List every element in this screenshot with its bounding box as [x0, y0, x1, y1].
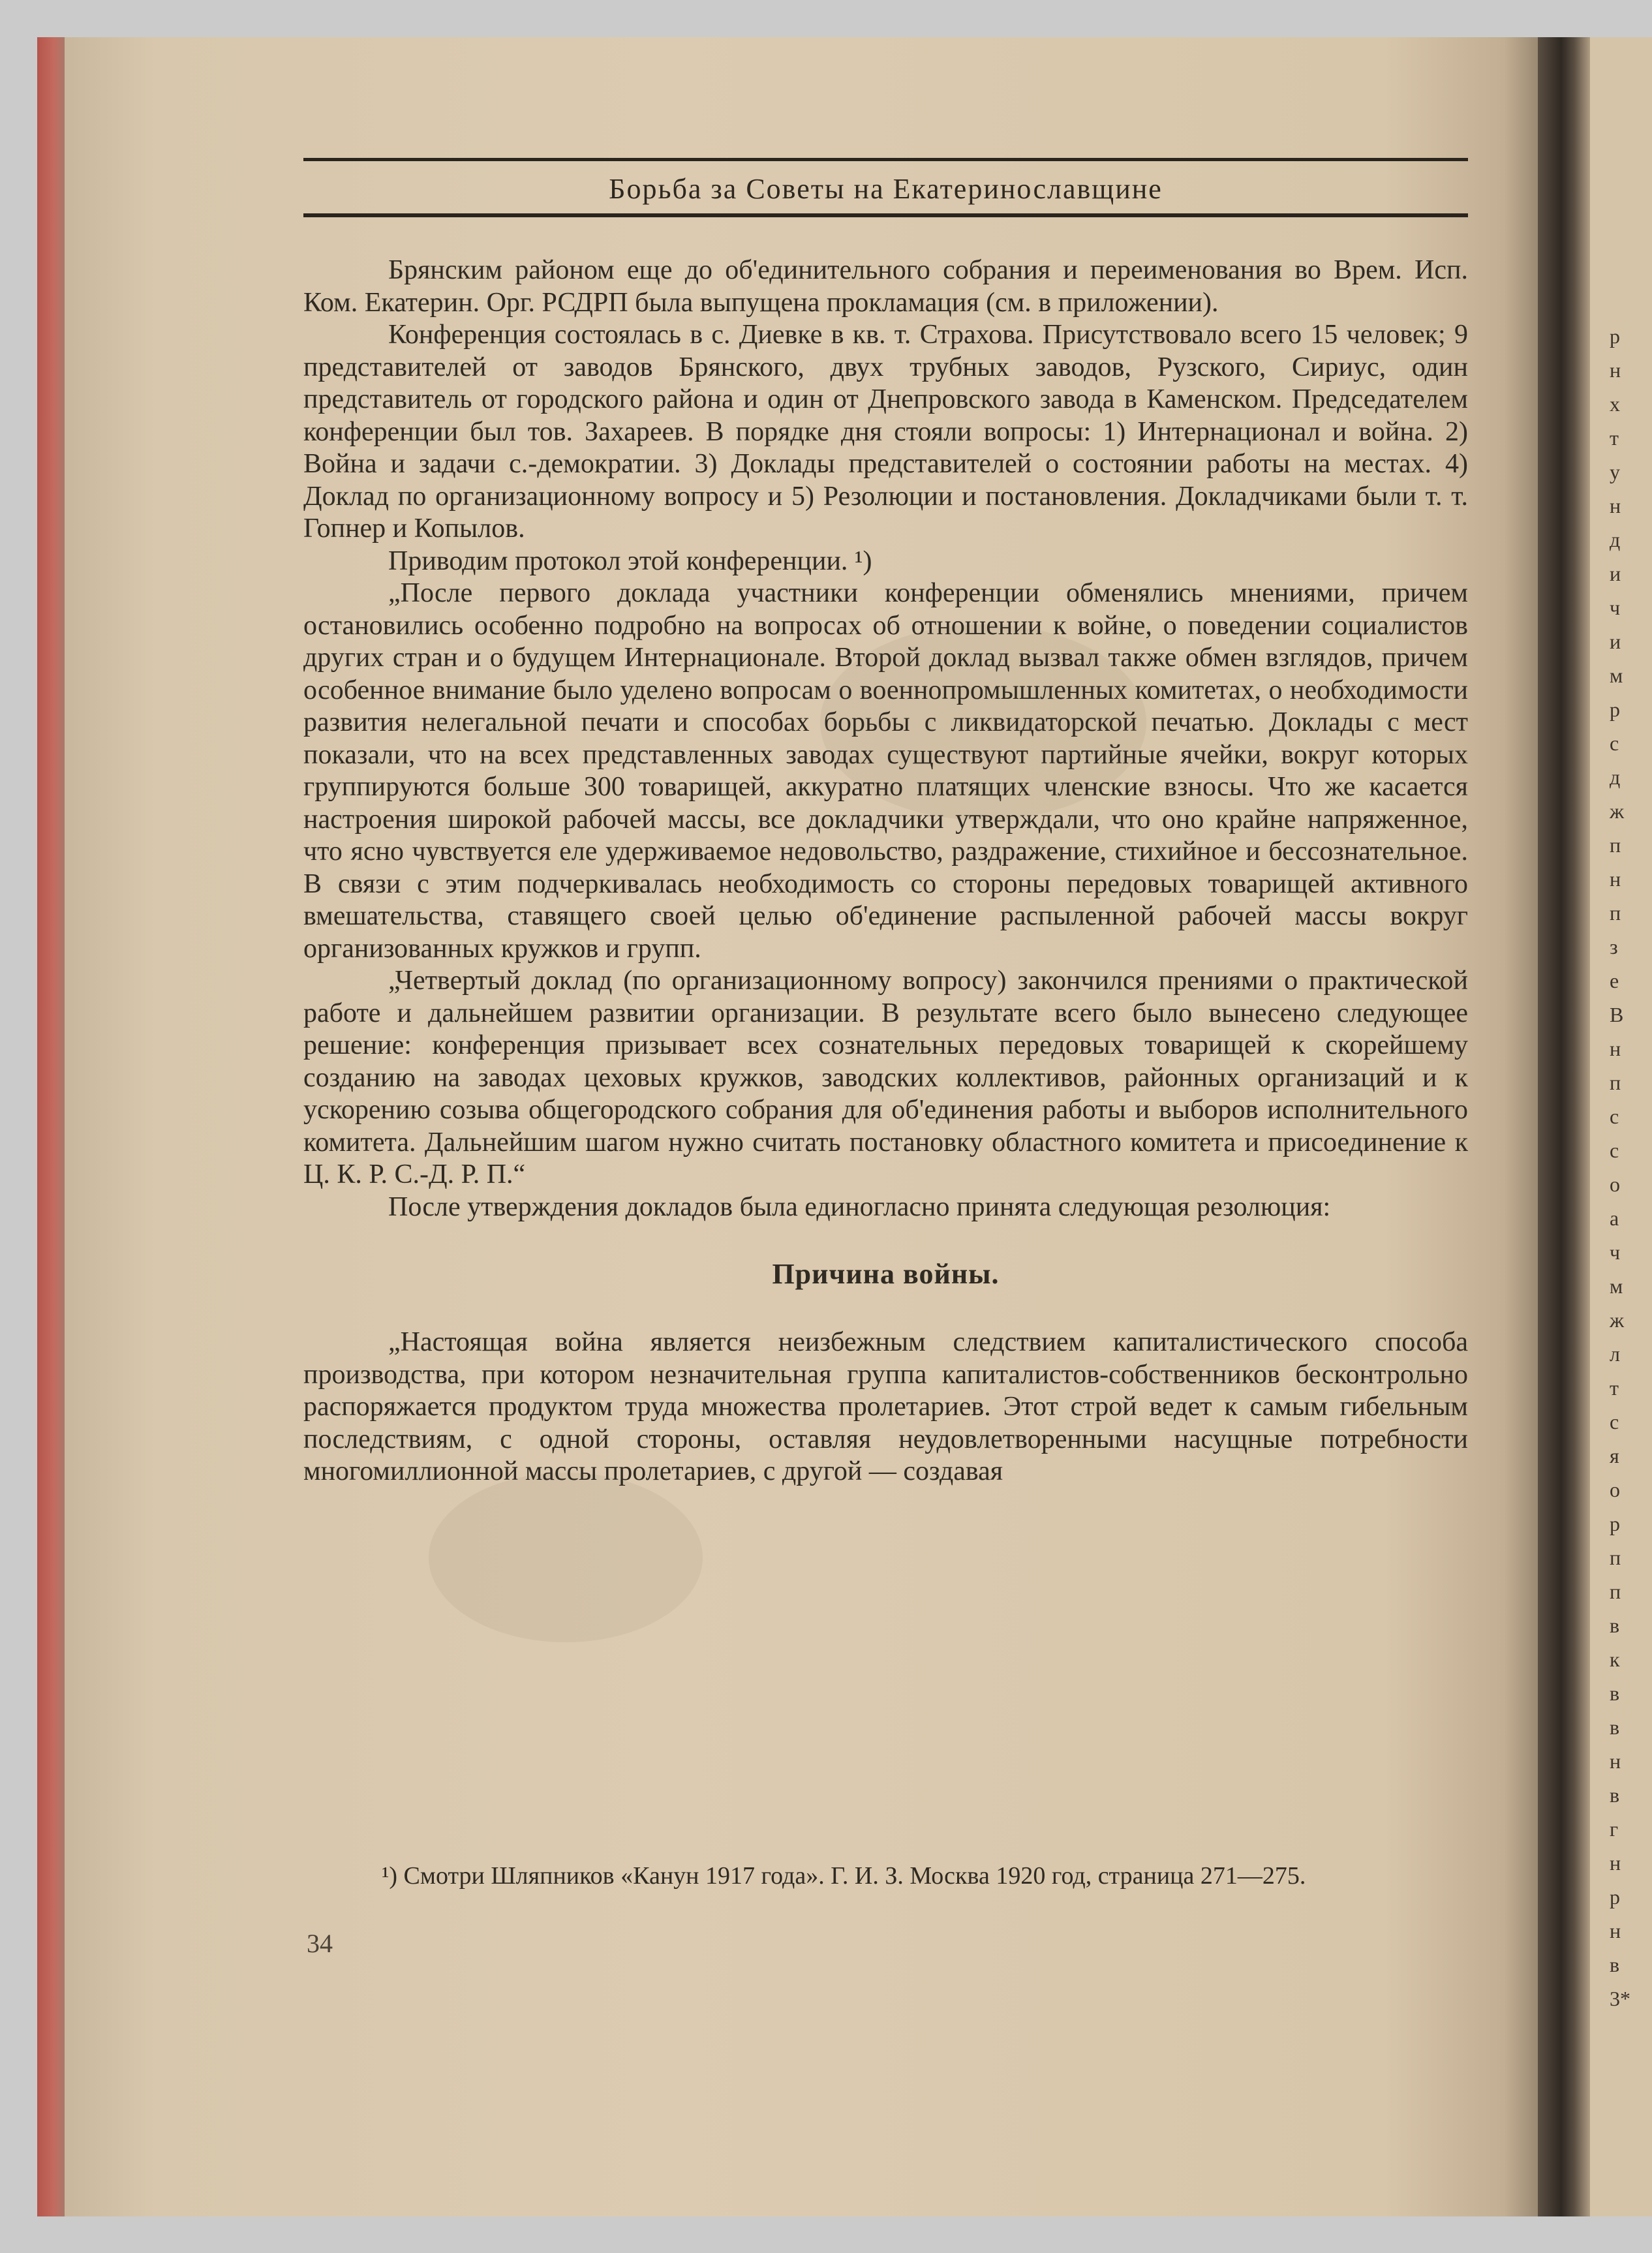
facing-page-fragment: в	[1610, 1614, 1620, 1637]
facing-page-fragment: и	[1610, 630, 1621, 653]
facing-page-fragment: в	[1610, 1783, 1620, 1807]
facing-page-fragment: н	[1610, 358, 1621, 382]
paragraph: „После первого доклада участники конференции обменялись мнениями, причем остановились особенно подробно на вопросах об отношении к войне, о поведении социалистов других стран и о будущем Интернационале. Второй доклад вызвал также обмен взглядов, причем особенное внимание было уделено вопросам о военнопромышленных комитетах, о необходимости развития нелегальной печати и способах борьбы с ликвидаторской печатью. Доклады с мест показали, что на всех представленных заводах существуют партийные ячейки, вокруг которых группируются больше 300 товарищей, аккуратно платящих членские взносы. Что же касается настроения широкой рабочей массы, все докладчики утверждали, что оно крайне напряженное, что ясно чувствуется еле удерживаемое недовольство, раздражение, стихийное и бессознательное. В связи с этим подчеркивалась необходимость со стороны передовых товарищей активного вмешательства, ставящего своей целью об'единение распыленной рабочей массы вокруг организованных кружков и групп.	[303, 578, 1468, 964]
facing-page-fragment: е	[1610, 969, 1619, 992]
paragraph: После утверждения докладов была единогласно принята следующая резолюция:	[388, 1191, 1331, 1222]
facing-page-fragment: л	[1610, 1342, 1620, 1366]
facing-page-fragment: п	[1610, 1580, 1621, 1603]
facing-page-fragment: р	[1610, 324, 1620, 348]
facing-page-fragment: н	[1610, 867, 1621, 891]
facing-page-fragment: р	[1610, 697, 1620, 721]
facing-page-fragment: р	[1610, 1885, 1620, 1908]
book-cover-edge	[37, 37, 65, 2216]
facing-page-fragment: В	[1610, 1003, 1624, 1026]
page-number: 34	[307, 1929, 333, 1958]
book-gutter	[1538, 37, 1590, 2216]
facing-page-fragment: о	[1610, 1478, 1620, 1501]
facing-page-fragment: ч	[1610, 596, 1621, 619]
facing-page-fragment: к	[1610, 1648, 1620, 1671]
facing-page-fragment: п	[1610, 1546, 1621, 1569]
running-head-title: Борьба за Советы на Екатеринославщине	[609, 173, 1163, 205]
facing-page-fragment: м	[1610, 664, 1623, 687]
facing-page-fragment: в	[1610, 1681, 1620, 1705]
facing-page-fragment: т	[1610, 426, 1619, 450]
facing-page-fragment: в	[1610, 1715, 1620, 1739]
facing-page-fragment: п	[1610, 833, 1621, 857]
facing-page-fragment: з	[1610, 935, 1618, 958]
facing-page-fragment: с	[1610, 1410, 1619, 1433]
section-heading: Причина войны.	[772, 1258, 1000, 1290]
footnote-text: ¹) Смотри Шляпников «Канун 1917 года». Г. И. З. Москва 1920 год, страница 271—275.	[382, 1862, 1306, 1890]
facing-page-fragment: 3*	[1610, 1987, 1630, 2010]
facing-page-fragment: ч	[1610, 1240, 1621, 1264]
paragraph: „Четвертый доклад (по организационному вопросу) закончился прениями о практической работе и дальнейшем развитии организации. В результате всего было вынесено следующее решение: конференция призывает всех сознательных передовых товарищей к скорейшему созданию на заводах цеховых кружков, заводских коллективов, районных организаций и к ускорению созыва общегородского собрания для об'единения работы и выборов исполнительного комитета. Дальнейшим шагом нужно считать постановку областного комитета и присоединение к Ц. К. Р. С.-Д. Р. П.“	[303, 966, 1468, 1189]
paragraph: Брянским районом еще до об'единительного собрания и переименования во Врем. Исп. Ком. Екатерин. Орг. РСДРП была выпущена прокламация (см. в приложении).	[303, 255, 1468, 318]
facing-page-fragment: н	[1610, 1851, 1621, 1875]
facing-page-fragment: в	[1610, 1953, 1620, 1976]
facing-page-fragment: с	[1610, 731, 1619, 755]
running-head-rule	[303, 213, 1468, 217]
facing-page-fragment: п	[1610, 901, 1621, 925]
facing-page-fragment: н	[1610, 1919, 1621, 1942]
paper-stain	[429, 1473, 703, 1642]
running-head	[303, 158, 1468, 217]
paragraph: Конференция состоялась в с. Диевке в кв. т. Страхова. Присутствовало всего 15 человек; 9 представителей от заводов Брянского, двух трубных заводов, Рузского, Сириус, один представитель от городского района и один от Днепровского завода в Каменском. Председателем конференции был тов. Захареев. В порядке дня стояли вопросы: 1) Интернационал и война. 2) Война и задачи с.-демократии. 3) Доклады представителей о состоянии работы на местах. 4) Доклад по организационному вопросу и 5) Резолюции и постановления. Докладчиками были т. т. Гопнер и Копылов.	[303, 320, 1468, 544]
facing-page-fragment: ж	[1610, 1308, 1625, 1332]
paragraph: „Настоящая война является неизбежным следствием капиталистического способа производства, при котором незначительная группа капиталистов-собственников бесконтрольно распоряжается продуктом труда множества пролетариев. Этот строй ведет к самым гибельным последствиям, с одной стороны, оставляя неудовлетворенными насущные потребности многомиллионной массы пролетариев, с другой — создавая	[303, 1327, 1468, 1486]
paragraph: Приводим протокол этой конференции. ¹)	[388, 545, 872, 576]
facing-page-fragment: н	[1610, 1037, 1621, 1060]
facing-page-fragment: т	[1610, 1376, 1619, 1400]
facing-page-fragment: н	[1610, 494, 1621, 517]
facing-page-fragment: с	[1610, 1139, 1619, 1162]
facing-page-fragment: р	[1610, 1512, 1620, 1535]
footnote	[303, 1863, 1468, 1889]
facing-page-fragment: с	[1610, 1105, 1619, 1128]
facing-page-fragment: у	[1610, 460, 1620, 483]
facing-page-fragment: д	[1610, 528, 1621, 551]
facing-page-fragment: г	[1610, 1817, 1619, 1841]
facing-page-fragment: д	[1610, 765, 1621, 789]
facing-page-text	[1603, 37, 1652, 2216]
facing-page-fragment: я	[1610, 1444, 1619, 1467]
facing-page-fragment: а	[1610, 1206, 1619, 1230]
facing-page-fragment: н	[1610, 1749, 1621, 1773]
facing-page-fragment: п	[1610, 1071, 1621, 1094]
facing-page-fragment: м	[1610, 1274, 1623, 1298]
facing-page-fragment: х	[1610, 392, 1620, 416]
body-text	[303, 254, 1468, 1488]
facing-page-fragment: ж	[1610, 799, 1625, 823]
facing-page-fragment: и	[1610, 562, 1621, 585]
facing-page-fragment: о	[1610, 1172, 1620, 1196]
